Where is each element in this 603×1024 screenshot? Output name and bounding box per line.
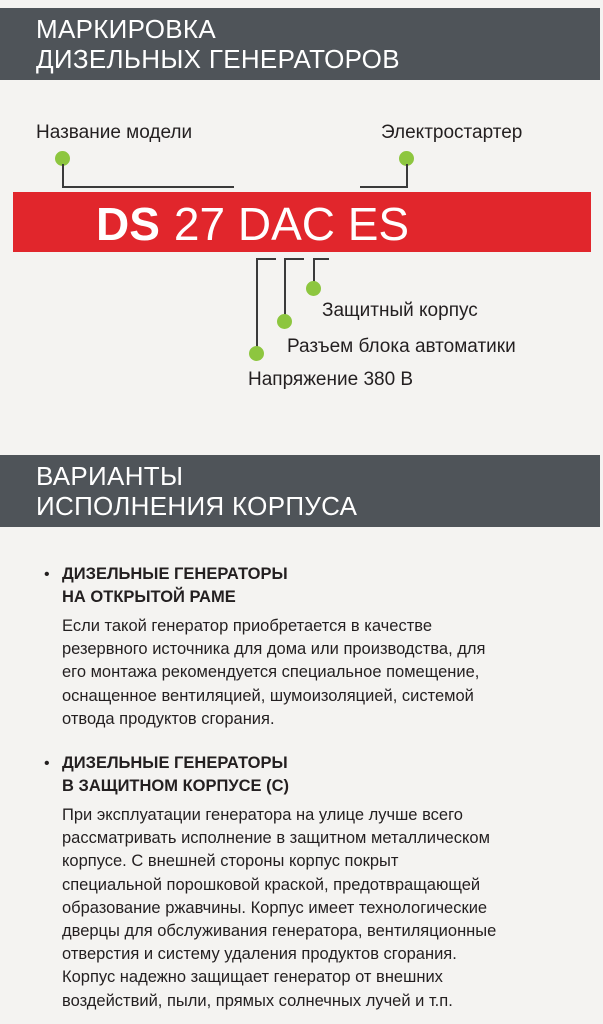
model-code: [96, 196, 409, 252]
callout-connector: [360, 186, 408, 188]
callout-connector: [62, 186, 234, 188]
label-protective-enclosure: Защитный корпус: [322, 300, 478, 321]
label-voltage: Напряжение 380 В: [248, 369, 414, 390]
callout-connector: [406, 164, 408, 188]
variant-title: [62, 752, 584, 798]
heading-line: ДИЗЕЛЬНЫХ ГЕНЕРАТОРОВ: [36, 44, 400, 74]
variant-title: [62, 563, 584, 609]
variant-protective-enclosure: [44, 752, 584, 1013]
variant-title-line: НА ОТКРЫТОЙ РАМЕ: [62, 588, 236, 606]
label-automation-connector: Разъем блока автоматики: [287, 336, 516, 357]
variant-open-frame: [44, 563, 584, 731]
variant-title-line: ДИЗЕЛЬНЫЕ ГЕНЕРАТОРЫ: [62, 565, 288, 583]
callout-connector: [284, 258, 304, 260]
label-model-name: Название модели: [36, 122, 193, 143]
callout-connector: [256, 258, 276, 260]
variant-title-line: ДИЗЕЛЬНЫЕ ГЕНЕРАТОРЫ: [62, 754, 288, 772]
variant-description: [62, 615, 584, 731]
heading-line: МАРКИРОВКА: [36, 14, 216, 44]
description-line: Корпус надежно защищает генератор от внешних: [62, 968, 443, 987]
callout-dot-icon: [249, 346, 264, 361]
callout-connector: [313, 258, 315, 282]
description-line: дверцы для обслуживания генератора, вентиляционные: [62, 922, 497, 941]
description-line: корпусе. С внешней стороны корпус покрыт: [62, 852, 399, 871]
description-line: При эксплуатации генератора на улице лучше всего: [62, 806, 463, 824]
callout-connector: [313, 258, 329, 260]
callout-connector: [284, 258, 286, 316]
description-line: отвода продуктов сгорания.: [62, 709, 275, 728]
description-line: отверстия и систему удаления продуктов сгорания.: [62, 945, 457, 964]
model-code-suffix: 27 DAC ES: [173, 198, 410, 250]
description-line: специальной порошковой краской, предотвращающей: [62, 875, 481, 894]
callout-connector: [256, 258, 258, 348]
description-line: образование ржавчины. Корпус имеет технологические: [62, 898, 488, 917]
heading-line: ВАРИАНТЫ: [36, 461, 184, 491]
variant-title-line: В ЗАЩИТНОМ КОРПУСЕ (С): [62, 777, 290, 795]
description-line: рассматривать исполнение в защитном металлическом: [62, 829, 490, 848]
description-line: резервного источника для дома или производства, для: [62, 640, 486, 659]
description-line: его монтажа рекомендуется специальное помещение,: [62, 663, 480, 682]
description-line: Если такой генератор приобретается в качестве: [62, 617, 433, 635]
marking-section-heading: [0, 8, 600, 80]
description-line: воздействий, пыли, прямых солнечных лучей и т.п.: [62, 991, 453, 1010]
bullet-icon: •: [44, 566, 50, 583]
callout-dot-icon: [306, 281, 321, 296]
model-code-series: DS: [96, 198, 160, 250]
callout-dot-icon: [277, 314, 292, 329]
enclosure-variants-heading: [0, 455, 600, 527]
description-line: оснащенное вентиляцией, шумоизоляцией, системой: [62, 686, 474, 705]
bullet-icon: •: [44, 755, 50, 772]
label-electric-starter: Электростартер: [381, 122, 523, 143]
variant-description: [62, 804, 584, 1013]
heading-line: ИСПОЛНЕНИЯ КОРПУСА: [36, 491, 358, 521]
callout-connector: [62, 164, 64, 188]
